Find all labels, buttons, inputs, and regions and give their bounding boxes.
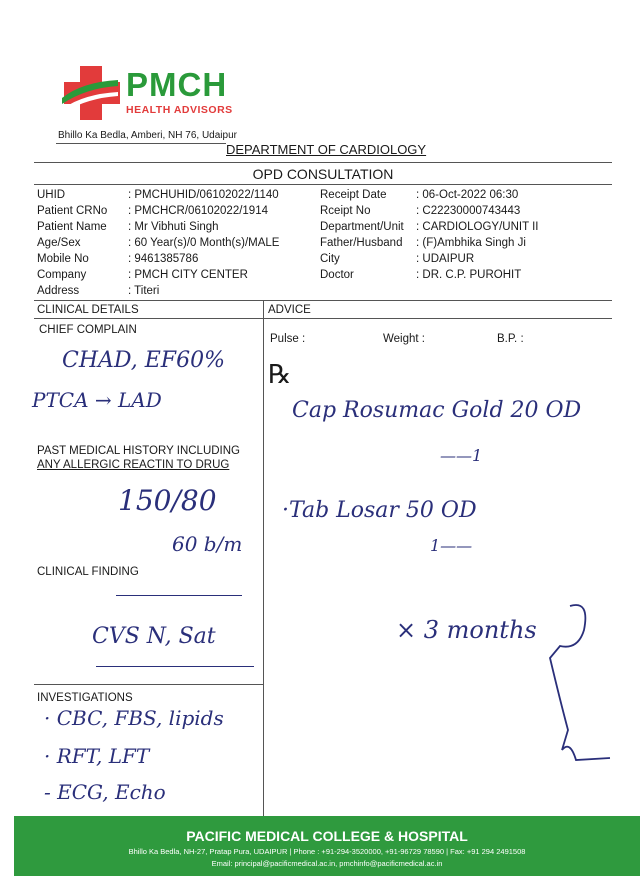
investigation-1: · CBC, FBS, lipids — [44, 706, 224, 730]
label: Address — [37, 285, 80, 297]
value: : 06-Oct-2022 06:30 — [416, 189, 519, 201]
bp-label: B.P. : — [497, 333, 524, 345]
value: : 60 Year(s)/0 Month(s)/MALE — [128, 237, 280, 249]
value: : PMCHUHID/06102022/1140 — [128, 189, 279, 201]
label: Patient Name — [37, 221, 107, 233]
label: Receipt Date — [320, 189, 387, 201]
footer — [14, 816, 640, 876]
label: Age/Sex — [37, 237, 81, 249]
rx-line-1-dose: ——1 — [440, 446, 483, 465]
advice-header: ADVICE — [268, 304, 311, 316]
rx-line-2: ·Tab Losar 50 OD — [282, 498, 477, 523]
value: : PMCH CITY CENTER — [128, 269, 248, 281]
complaint-line-1: CHAD, EF60% — [62, 348, 225, 373]
value: : Mr Vibhuti Singh — [128, 221, 219, 233]
past-history-line-2: ANY ALLERGIC REACTIN TO DRUG — [37, 459, 230, 471]
value: : CARDIOLOGY/UNIT II — [416, 221, 539, 233]
label: Rceipt No — [320, 205, 371, 217]
footer-email: Email: principal@pacificmedical.ac.in, pmchinfo@pacificmedical.ac.in — [211, 859, 443, 868]
hospital-address: Bhillo Ka Bedla, Amberi, NH 76, Udaipur — [58, 130, 237, 141]
value: : 9461385786 — [128, 253, 199, 265]
label: Doctor — [320, 269, 354, 281]
value: : Titeri — [128, 285, 160, 297]
clinical-details-header: CLINICAL DETAILS — [37, 304, 139, 316]
patient-info-right — [320, 187, 538, 283]
investigation-3: - ECG, Echo — [44, 780, 166, 804]
pulse-label: Pulse : — [270, 333, 306, 345]
past-history-label — [37, 444, 240, 472]
chief-complain-label: CHIEF COMPLAIN — [39, 324, 137, 336]
value: : UDAIPUR — [416, 253, 475, 265]
clinical-finding-value: CVS N, Sat — [92, 624, 216, 649]
value: : (F)Ambhika Singh Ji — [416, 237, 526, 249]
investigations-label: INVESTIGATIONS — [37, 692, 133, 704]
rx-icon: ℞ — [268, 360, 292, 390]
label: Company — [37, 269, 87, 281]
rx-line-2-dose: 1—— — [430, 536, 473, 555]
label: Mobile No — [37, 253, 89, 265]
label: Department/Unit — [320, 221, 404, 233]
label: Father/Husband — [320, 237, 403, 249]
past-history-line-1: PAST MEDICAL HISTORY INCLUDING — [37, 445, 241, 457]
value: : DR. C.P. PUROHIT — [416, 269, 522, 281]
complaint-line-2: PTCA → LAD — [32, 388, 162, 412]
pulse-reading: 60 b/m — [172, 532, 243, 556]
brand-subtitle: HEALTH ADVISORS — [126, 104, 233, 116]
logo — [62, 64, 122, 122]
signature-icon — [520, 600, 620, 770]
patient-info-left — [37, 187, 279, 299]
investigation-2: · RFT, LFT — [44, 744, 150, 768]
label: City — [320, 253, 340, 265]
rx-line-1: Cap Rosumac Gold 20 OD — [292, 398, 582, 423]
brand-name: PMCH — [126, 66, 228, 103]
clinical-finding-label: CLINICAL FINDING — [37, 566, 139, 578]
duration: × 3 months — [396, 616, 537, 644]
form-title: OPD CONSULTATION — [252, 166, 394, 182]
label: Patient CRNo — [37, 205, 108, 217]
department-title: DEPARTMENT OF CARDIOLOGY — [226, 142, 427, 157]
value: : C22230000743443 — [416, 205, 521, 217]
cross-logo-icon — [62, 64, 122, 122]
value: : PMCHCR/06102022/1914 — [128, 205, 268, 217]
bp-reading: 150/80 — [118, 484, 217, 517]
footer-hospital-name: PACIFIC MEDICAL COLLEGE & HOSPITAL — [186, 828, 468, 844]
label: UHID — [37, 189, 66, 201]
weight-label: Weight : — [383, 333, 425, 345]
footer-contact: Bhillo Ka Bedla, NH-27, Pratap Pura, UDAIPUR | Phone : +91-294-3520000, +91-96729 78590 | Fax: +91 294 2491508 — [128, 847, 526, 856]
